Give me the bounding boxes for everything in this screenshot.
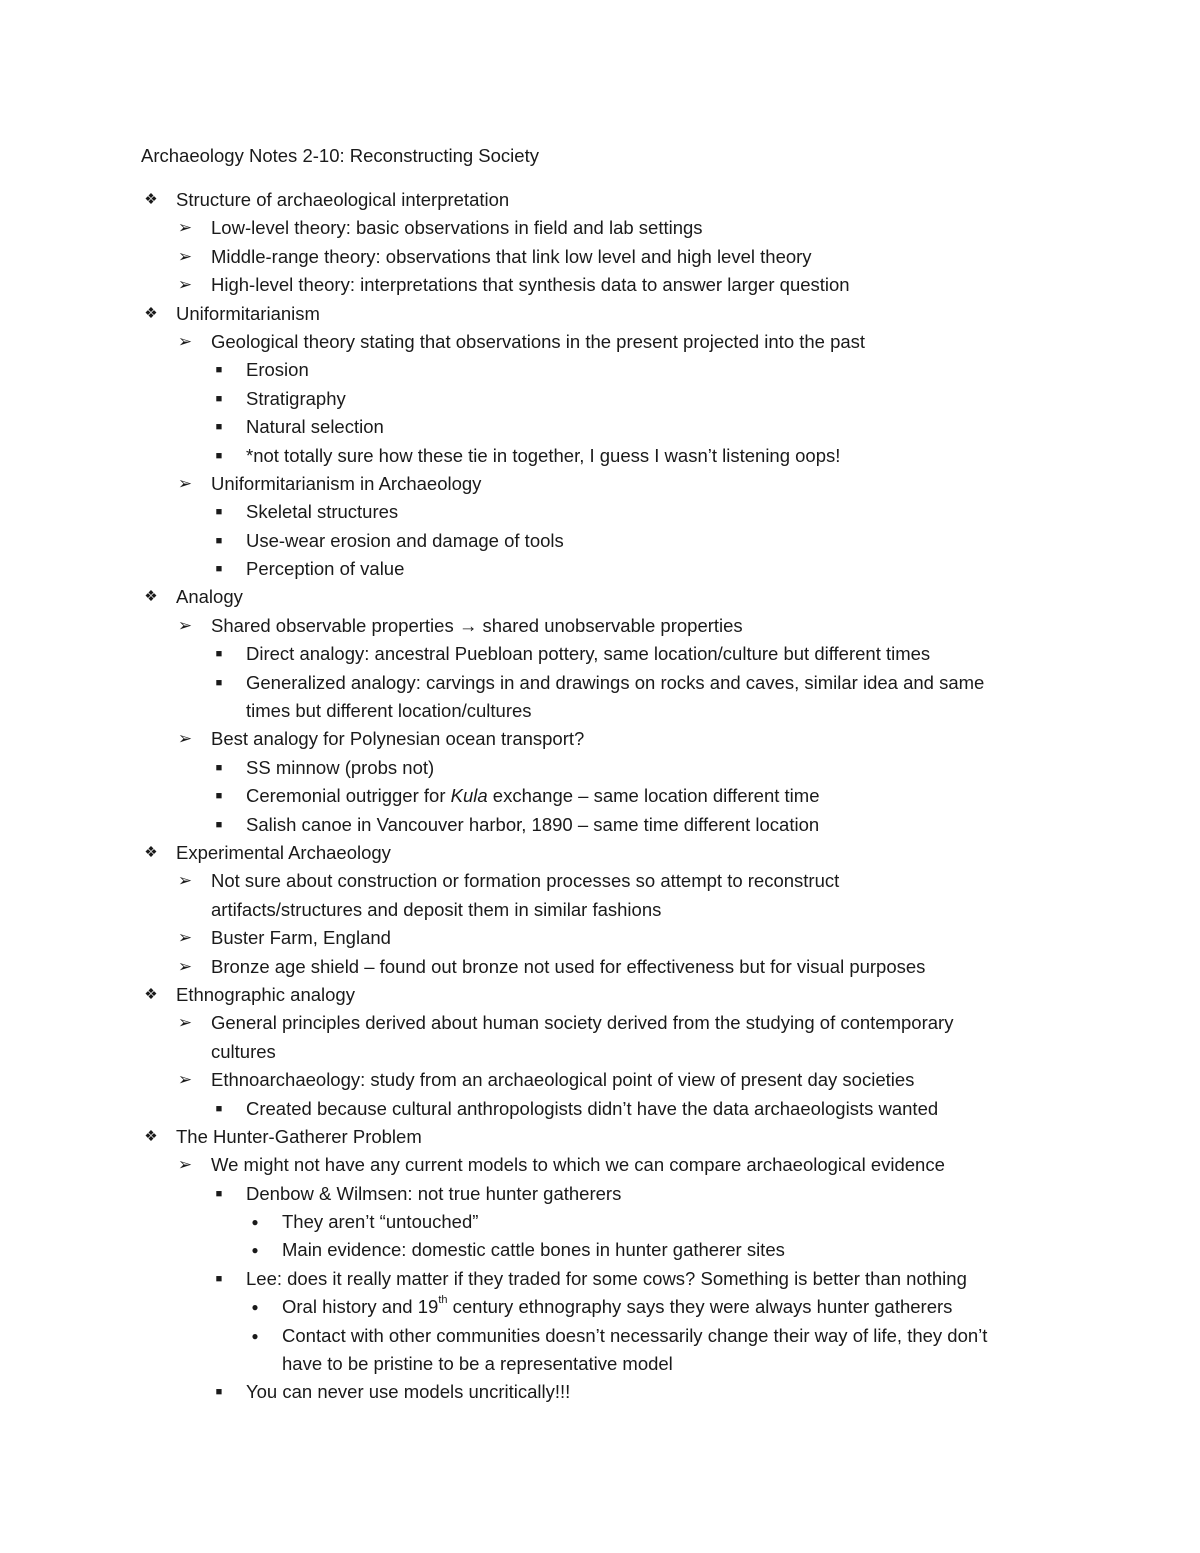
list-item-text: You can never use models uncritically!!!	[246, 1381, 571, 1403]
list-item-text: Buster Farm, England	[211, 927, 391, 949]
list-item-text: Ethnographic analogy	[176, 983, 355, 1005]
list-item-text: Analogy	[176, 586, 243, 608]
list-item-level-2	[0, 924, 1200, 952]
list-item-text: They aren’t “untouched”	[282, 1211, 479, 1233]
square-bullet-icon: ■	[215, 648, 223, 661]
list-item-text: Not sure about construction or formation processes so attempt to reconstruct	[211, 870, 840, 892]
arrowhead-bullet-icon: ➢	[177, 473, 193, 493]
list-item-text: Use-wear erosion and damage of tools	[246, 529, 564, 551]
list-item-level-2	[0, 612, 1200, 640]
list-item-text: Salish canoe in Vancouver harbor, 1890 – same time different location	[246, 813, 820, 835]
list-item-text: Uniformitarianism	[176, 302, 320, 324]
square-bullet-icon: ■	[215, 449, 223, 462]
dot-bullet-icon: ●	[251, 1300, 259, 1315]
list-item-level-2	[0, 271, 1200, 299]
arrowhead-bullet-icon: ➢	[177, 956, 193, 976]
list-item-text: Natural selection	[246, 416, 384, 438]
list-item-level-1	[0, 839, 1200, 867]
list-item-text: Oral history and 19th century ethnography says they were always hunter gatherers	[282, 1294, 953, 1318]
square-bullet-icon: ■	[215, 506, 223, 519]
square-bullet-icon: ■	[215, 818, 223, 831]
list-item-level-4	[0, 1236, 1200, 1264]
list-item-level-3	[0, 669, 1200, 697]
list-item-level-4	[0, 1322, 1200, 1350]
list-item-level-3	[0, 527, 1200, 555]
diamond-bullet-icon: ❖	[144, 1127, 158, 1145]
square-bullet-icon: ■	[215, 790, 223, 803]
list-item-level-3	[0, 356, 1200, 384]
superscript: th	[438, 1294, 448, 1307]
list-item-level-3	[0, 442, 1200, 470]
list-item-level-3	[0, 640, 1200, 668]
notes-outline	[0, 186, 1200, 1407]
list-item-level-2	[0, 214, 1200, 242]
list-item-text: Perception of value	[246, 558, 405, 580]
list-item-level-1	[0, 1123, 1200, 1151]
list-item-level-3	[0, 1095, 1200, 1123]
dot-bullet-icon: ●	[251, 1215, 259, 1230]
diamond-bullet-icon: ❖	[144, 588, 158, 606]
list-item-level-4	[0, 1208, 1200, 1236]
list-item-text: Lee: does it really matter if they traded for some cows? Something is better than nothing	[246, 1267, 967, 1289]
square-bullet-icon: ■	[215, 563, 223, 576]
list-item-level-2	[0, 1151, 1200, 1179]
list-item-level-2	[0, 470, 1200, 498]
list-item-level-1	[0, 186, 1200, 214]
square-bullet-icon: ■	[215, 364, 223, 377]
list-item-text: times but different location/cultures	[246, 700, 532, 722]
square-bullet-icon: ■	[215, 421, 223, 434]
list-item-text: High-level theory: interpretations that synthesis data to answer larger question	[211, 274, 850, 296]
list-item-text: Skeletal structures	[246, 501, 399, 523]
list-item-level-3	[0, 754, 1200, 782]
page-title: Archaeology Notes 2-10: Reconstructing Society	[141, 145, 539, 166]
square-bullet-icon: ■	[215, 1187, 223, 1200]
list-item-level-3	[0, 385, 1200, 413]
list-item-text: Best analogy for Polynesian ocean transport?	[211, 728, 585, 750]
list-item-level-3	[0, 413, 1200, 441]
arrowhead-bullet-icon: ➢	[177, 1013, 193, 1033]
list-item-text: Shared observable properties → shared unobservable properties	[211, 614, 743, 636]
arrowhead-bullet-icon: ➢	[177, 1070, 193, 1090]
list-item-text: Created because cultural anthropologists didn’t have the data archaeologists wanted	[246, 1097, 939, 1119]
list-item-text: *not totally sure how these tie in together, I guess I wasn’t listening oops!	[246, 444, 841, 466]
diamond-bullet-icon: ❖	[144, 843, 158, 861]
list-item-text: Main evidence: domestic cattle bones in hunter gatherer sites	[282, 1239, 785, 1261]
list-item-text: cultures	[211, 1040, 276, 1062]
arrowhead-bullet-icon: ➢	[177, 615, 193, 635]
square-bullet-icon: ■	[215, 676, 223, 689]
diamond-bullet-icon: ❖	[144, 191, 158, 208]
list-item-text: Direct analogy: ancestral Puebloan pottery, same location/culture but different times	[246, 643, 931, 665]
arrowhead-bullet-icon: ➢	[177, 871, 193, 891]
list-item-level-3	[0, 1378, 1200, 1406]
arrowhead-bullet-icon: ➢	[177, 275, 193, 295]
list-item-text: Uniformitarianism in Archaeology	[211, 472, 482, 494]
italic-term: Kula	[450, 785, 488, 807]
arrowhead-bullet-icon: ➢	[177, 331, 193, 351]
list-item-level-1	[0, 300, 1200, 328]
list-item-level-2	[0, 243, 1200, 271]
list-item-text: Ceremonial outrigger for Kula exchange – same location different time	[246, 785, 820, 807]
list-item-continuation	[0, 896, 1200, 924]
list-item-text: Contact with other communities doesn’t necessarily change their way of life, they don’t	[282, 1324, 988, 1346]
list-item-text: Geological theory stating that observations in the present projected into the past	[211, 330, 866, 352]
arrowhead-bullet-icon: ➢	[177, 1155, 193, 1175]
list-item-level-3	[0, 811, 1200, 839]
diamond-bullet-icon: ❖	[144, 304, 158, 322]
list-item-text: Ethnoarchaeology: study from an archaeological point of view of present day societies	[211, 1069, 915, 1091]
square-bullet-icon: ■	[215, 1272, 223, 1285]
list-item-level-2	[0, 867, 1200, 895]
list-item-level-3	[0, 555, 1200, 583]
list-item-text: artifacts/structures and deposit them in similar fashions	[211, 898, 662, 920]
list-item-level-3	[0, 782, 1200, 810]
list-item-text: Bronze age shield – found out bronze not used for effectiveness but for visual purposes	[211, 955, 926, 977]
list-item-text: Denbow & Wilmsen: not true hunter gatherers	[246, 1182, 622, 1204]
list-item-continuation	[0, 1350, 1200, 1378]
list-item-level-3	[0, 498, 1200, 526]
list-item-text: Low-level theory: basic observations in field and lab settings	[211, 217, 703, 239]
list-item-continuation	[0, 1038, 1200, 1066]
list-item-text: Structure of archaeological interpretation	[176, 189, 510, 210]
square-bullet-icon: ■	[215, 1102, 223, 1115]
list-item-level-2	[0, 1009, 1200, 1037]
list-item-level-2	[0, 725, 1200, 753]
arrowhead-bullet-icon: ➢	[177, 218, 193, 238]
list-item-level-3	[0, 1265, 1200, 1293]
list-item-level-2	[0, 1066, 1200, 1094]
list-item-level-1	[0, 981, 1200, 1009]
list-item-level-2	[0, 328, 1200, 356]
arrowhead-bullet-icon: ➢	[177, 246, 193, 266]
list-item-level-2	[0, 953, 1200, 981]
list-item-text: SS minnow (probs not)	[246, 756, 435, 778]
list-item-text: Erosion	[246, 359, 309, 381]
list-item-text: General principles derived about human society derived from the studying of contemporary	[211, 1012, 954, 1034]
list-item-text: Generalized analogy: carvings in and drawings on rocks and caves, similar idea and same	[246, 671, 985, 693]
list-item-text: We might not have any current models to which we can compare archaeological evidence	[211, 1154, 945, 1176]
square-bullet-icon: ■	[215, 1386, 223, 1399]
list-item-level-1	[0, 583, 1200, 611]
dot-bullet-icon: ●	[251, 1328, 259, 1343]
list-item-text: Experimental Archaeology	[176, 841, 391, 863]
diamond-bullet-icon: ❖	[144, 985, 158, 1003]
arrowhead-bullet-icon: ➢	[177, 729, 193, 749]
square-bullet-icon: ■	[215, 761, 223, 774]
list-item-continuation	[0, 697, 1200, 725]
list-item-text: have to be pristine to be a representative model	[282, 1353, 673, 1375]
list-item-level-3	[0, 1180, 1200, 1208]
list-item-text: Stratigraphy	[246, 387, 346, 409]
square-bullet-icon: ■	[215, 534, 223, 547]
arrowhead-bullet-icon: ➢	[177, 928, 193, 948]
dot-bullet-icon: ●	[251, 1243, 259, 1258]
list-item-text: The Hunter-Gatherer Problem	[176, 1125, 422, 1147]
square-bullet-icon: ■	[215, 392, 223, 405]
list-item-text: Middle-range theory: observations that link low level and high level theory	[211, 245, 812, 267]
list-item-level-4	[0, 1293, 1200, 1321]
